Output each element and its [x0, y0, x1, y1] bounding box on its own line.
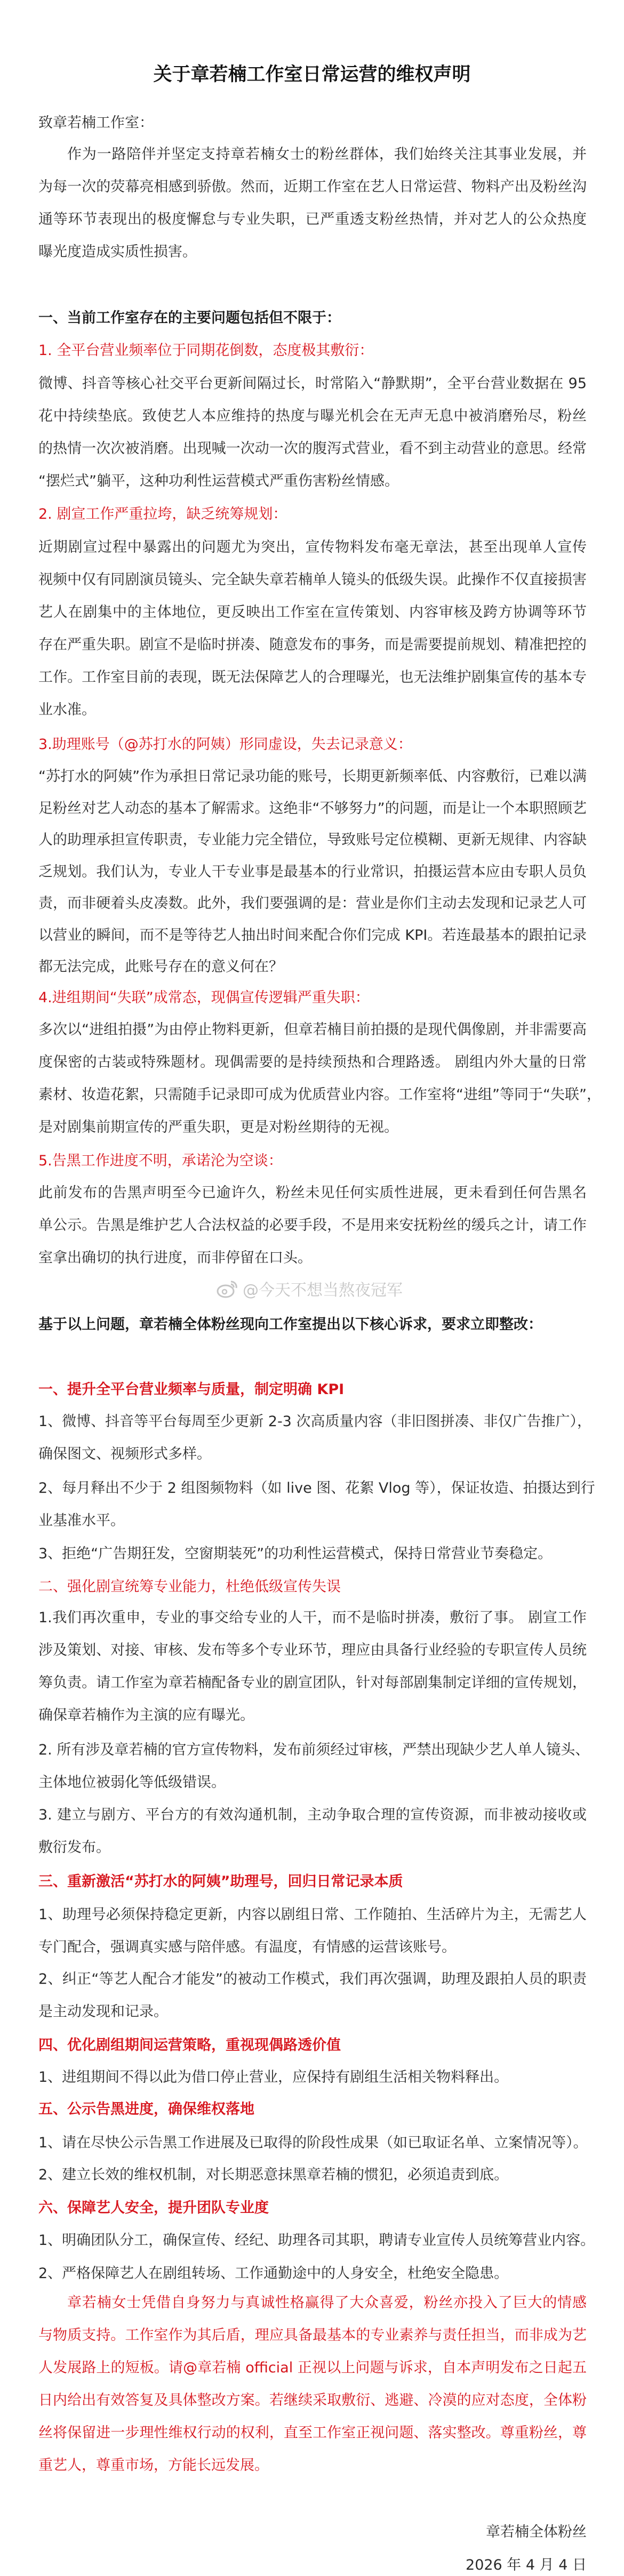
demand-item-line: 确保图文、视频形式多样。 — [38, 1446, 211, 1462]
problem-heading: 4.进组期间“失联”成常态，现偶宣传逻辑严重失职： — [38, 989, 370, 1006]
problem-text-line: 室拿出确切的执行进度，而非停留在口头。 — [38, 1250, 312, 1266]
problem-text-line: 视频中仅有同剧演员镜头、完全缺失章若楠单人镜头的低级失误。此操作不仅直接损害 — [38, 571, 587, 588]
intro-paragraph-line: 通等环节表现出的极度懈怠与专业失职，已严重透支粉丝热情，并对艺人的公众热度 — [38, 211, 587, 228]
demand-item-line: 1、进组期间不得以此为借口停止营业，应保持有剧组生活相关物料释出。 — [38, 2069, 509, 2086]
demand-item-line: 1.我们再次重申，专业的事交给专业的人干，而不是临时拼凑，敷衍了事。 剧宣工作 — [38, 1609, 587, 1626]
document-title: 关于章若楠工作室日常运营的维权声明 — [153, 64, 471, 85]
problem-text-line: “摆烂式”躺平，这种功利性运营模式严重伤害粉丝情感。 — [38, 473, 399, 489]
demand-item-line: 2. 所有涉及章若楠的官方宣传物料，发布前须经过审核，严禁出现缺少艺人单人镜头、 — [38, 1742, 590, 1758]
problems-section-heading: 一、当前工作室存在的主要问题包括但不限于： — [38, 310, 341, 326]
problem-text-line: 工作。工作室目前的表现，既无法保障艺人的合理曝光，也无法维护剧集宣传的基本专 — [38, 669, 587, 686]
demand-item-line: 1、明确团队分工，确保宣传、经纪、助理各司其职，聘请专业宣传人员统筹营业内容。 — [38, 2232, 595, 2249]
demand-heading: 四、优化剧组期间运营策略，重视现偶路透价值 — [38, 2037, 341, 2054]
demand-item-line: 2、纠正“等艺人配合才能发”的被动工作模式，我们再次强调，助理及跟拍人员的职责 — [38, 1971, 587, 1987]
problem-text-line: 以营业的瞬间，而不是等待艺人抽出时间来配合你们完成 KPI。若连最基本的跟拍记录 — [38, 927, 587, 944]
problem-text-line: 单公示。告黑是维护艺人合法权益的必要手段，不是用来安抚粉丝的缓兵之计，请工作 — [38, 1217, 587, 1234]
problem-text-line: 近期剧宣过程中暴露出的问题尤为突出，宣传物料发布毫无章法，甚至出现单人宣传 — [38, 539, 587, 556]
problem-heading: 1. 全平台营业频率位于同期花倒数，态度极其敷衍： — [38, 342, 374, 359]
demand-heading: 五、公示告黑进度，确保维权落地 — [38, 2101, 254, 2118]
weibo-logo-icon — [216, 1278, 238, 1299]
weibo-watermark — [216, 1275, 403, 1302]
intro-paragraph-line: 为每一次的荧幕亮相感到骄傲。然而，近期工作室在艺人日常运营、物料产出及粉丝沟 — [38, 179, 587, 195]
demand-item-line: 涉及策划、对接、审核、发布等多个专业环节，理应由具备行业经验的专职宣传人员统 — [38, 1642, 587, 1659]
demand-item-line: 确保章若楠作为主演的应有曝光。 — [38, 1707, 254, 1724]
demand-heading: 一、提升全平台营业频率与质量，制定明确 KPI — [38, 1381, 345, 1398]
problem-heading: 3.助理账号（@苏打水的阿姨）形同虚设，失去记录意义： — [38, 736, 412, 753]
demand-item-line: 是主动发现和记录。 — [38, 2003, 168, 2020]
intro-paragraph-line: 曝光度造成实质性损害。 — [38, 244, 197, 260]
demand-heading: 二、强化剧宣统筹专业能力，杜绝低级宣传失误 — [38, 1579, 341, 1595]
closing-paragraph-line: 重艺人，尊重市场，方能长远发展。 — [38, 2457, 269, 2474]
problem-text-line: 乏规划。我们认为，专业人干专业事是最基本的行业常识，拍摄运营本应由专职人员负 — [38, 863, 587, 880]
problem-text-line: 微博、抖音等核心社交平台更新间隔过长，时常陷入“静默期”，全平台营业数据在 95 — [38, 375, 587, 392]
demand-item-line: 筹负责。请工作室为章若楠配备专业的剧宣团队，针对每部剧集制定详细的宣传规划， — [38, 1675, 587, 1691]
demand-item-line: 主体地位被弱化等低级错误。 — [38, 1774, 226, 1791]
demands-intro: 基于以上问题，章若楠全体粉丝现向工作室提出以下核心诉求，要求立即整改： — [38, 1316, 542, 1333]
watermark-text: @今天不想当熬夜冠军 — [243, 1281, 403, 1300]
demand-item-line: 1、助理号必须保持稳定更新，内容以剧组日常、工作随拍、生活碎片为主，无需艺人 — [38, 1906, 587, 1923]
problem-text-line: 足粉丝对艺人动态的基本了解需求。这绝非“不够努力”的问题，而是让一个本职照顾艺 — [38, 800, 587, 817]
closing-paragraph-line: 丝将保留进一步理性维权行动的权利，直至工作室正视问题、落实整改。尊重粉丝，尊 — [38, 2425, 587, 2441]
demand-item-line: 2、建立长效的维权机制，对长期恶意抹黑章若楠的惯犯，必须追责到底。 — [38, 2167, 509, 2183]
closing-paragraph-line: 章若楠女士凭借自身努力与真诚性格赢得了大众喜爱，粉丝亦投入了巨大的情感 — [67, 2295, 587, 2311]
intro-paragraph-line: 作为一路陪伴并坚定支持章若楠女士的粉丝群体，我们始终关注其事业发展，并 — [67, 146, 587, 163]
problem-heading: 2. 剧宣工作严重拉垮，缺乏统筹规划： — [38, 506, 287, 522]
problem-text-line: 业水准。 — [38, 702, 96, 718]
problem-text-line: 人的助理承担宣传职责，专业能力完全错位，导致账号定位模糊、更新无规律、内容缺 — [38, 832, 587, 848]
demand-heading: 三、重新激活“苏打水的阿姨”助理号，回归日常记录本质 — [38, 1873, 403, 1890]
problem-text-line: 是对剧集前期宣传的严重失职，更是对粉丝期待的无视。 — [38, 1119, 398, 1136]
problem-text-line: 花中持续垫底。致使艺人本应维持的热度与曝光机会在无声无息中被消磨殆尽，粉丝 — [38, 408, 587, 424]
problem-text-line: “苏打水的阿姨”作为承担日常记录功能的账号，长期更新频率低、内容敷衍，已难以满 — [38, 768, 587, 785]
demand-item-line: 3. 建立与剧方、平台方的有效沟通机制，主动争取合理的宣传资源，而非被动接收或 — [38, 1807, 587, 1823]
problem-text-line: 都无法完成，此账号存在的意义何在？ — [38, 959, 283, 975]
problem-text-line: 责，而非硬着头皮凑数。此外，我们要强调的是：营业是你们主动去发现和记录艺人可 — [38, 895, 587, 912]
demand-item-line: 敷衍发布。 — [38, 1839, 110, 1856]
problem-text-line: 艺人在剧集中的主体地位，更反映出工作室在宣传策划、内容审核及跨方协调等环节 — [38, 604, 587, 621]
problem-text-line: 度保密的古装或特殊题材。现偶需要的是持续预热和合理路透。 剧组内外大量的日常 — [38, 1054, 587, 1070]
problem-text-line: 的热情一次次被消磨。出现喊一次动一次的腹泻式营业，看不到主动营业的意思。经常 — [38, 440, 587, 457]
salutation: 致章若楠工作室： — [38, 115, 154, 131]
demand-item-line: 2、每月释出不少于 2 组图频物料（如 live 图、花絮 Vlog 等），保证妆造、拍摄达到行 — [38, 1480, 595, 1496]
demand-item-line: 专门配合，强调真实感与陪伴感。有温度，有情感的运营该账号。 — [38, 1939, 456, 1955]
closing-paragraph-line: 与物质支持。工作室作为其后盾，理应具备最基本的专业素养与责任担当，而非成为艺 — [38, 2327, 587, 2344]
statement-date: 2026 年 4 月 4 日 — [466, 2557, 587, 2573]
problem-text-line: 存在严重失职。剧宣不是临时拼凑、随意发布的事务，而是需要提前规划、精准把控的 — [38, 637, 587, 653]
closing-paragraph-line: 人发展路上的短板。请@章若楠 official 正视以上问题与诉求，自本声明发布之日起五 — [38, 2360, 587, 2376]
demand-heading: 六、保障艺人安全，提升团队专业度 — [38, 2200, 269, 2216]
demand-item-line: 1、请在尽快公示告黑工作进展及已取得的阶段性成果（如已取证名单、立案情况等）。 — [38, 2135, 588, 2151]
closing-paragraph-line: 日内给出有效答复及具体整改方案。若继续采取敷衍、逃避、冷漠的应对态度，全体粉 — [38, 2392, 587, 2409]
problem-text-line: 素材、妆造花絮，只需随手记录即可成为优质营业内容。工作室将“进组”等同于“失联”， — [38, 1086, 601, 1103]
demand-item-line: 1、微博、抖音等平台每周至少更新 2-3 次高质量内容（非旧图拼凑、非仅广告推广）， — [38, 1413, 591, 1430]
demand-item-line: 3、拒绝“广告期狂发，空窗期装死”的功利性运营模式，保持日常营业节奏稳定。 — [38, 1545, 553, 1562]
problem-text-line: 多次以“进组拍摄”为由停止物料更新，但章若楠目前拍摄的是现代偶像剧，并非需要高 — [38, 1021, 587, 1038]
signature: 章若楠全体粉丝 — [486, 2524, 587, 2540]
demand-item-line: 2、严格保障艺人在剧组转场、工作通勤途中的人身安全，杜绝安全隐患。 — [38, 2265, 509, 2282]
problem-heading: 5.告黑工作进度不明，承诺沦为空谈： — [38, 1153, 283, 1169]
demand-item-line: 业基准水平。 — [38, 1512, 125, 1529]
problem-text-line: 此前发布的告黑声明至今已逾许久，粉丝未见任何实质性进展，更未看到任何告黑名 — [38, 1185, 587, 1201]
